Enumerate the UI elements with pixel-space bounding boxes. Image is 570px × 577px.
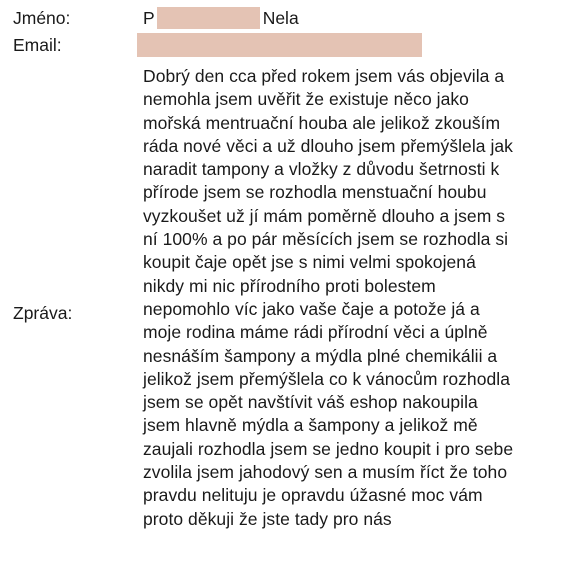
name-redaction: [157, 7, 260, 29]
name-value: [143, 7, 299, 29]
message-text: Dobrý den cca před rokem jsem vás objevila a nemohla jsem uvěřit že existuje něco jako mořská mentruační houba ale jelikož zkouším ráda nové věci a už dlouho jsem přemýšlela jak naradit tampony a vložky z důvodu šetrnosti k přírode jsem se rozhodla menstuační houbu vyzkoušet už jí mám poměrně dlouho a jsem s ní 100% a po pár měsících jsem se rozhodla si koupit čaje opět jse s nimi velmi spokojená nikdy mi nic přírodního proti bolestem nepomohlo víc jako vaše čaje a potože já a moje rodina máme rádi přírodní věci a úplně nesnáším šampony a mýdla plné chemikálii a jelikož jsem přemýšlela co k vánocům rozhodla jsem se opět navštívit váš eshop nakoupila jsem hlavně mýdla a šampony a jelikož mě zaujali rozhodla jsem se jedno koupit i pro sebe zvolila jsem jahodový sen a musím říct že toho pravdu nelituju je opravdu úžasné moc vám proto děkuji že jste tady pro nás: [143, 66, 514, 529]
name-label: Jméno:: [13, 8, 71, 28]
email-label: Email:: [13, 35, 62, 55]
name-first: Nela: [262, 8, 299, 28]
name-initial: P: [143, 8, 155, 28]
message-label: Zpráva:: [13, 303, 73, 323]
email-redaction: [137, 33, 422, 57]
